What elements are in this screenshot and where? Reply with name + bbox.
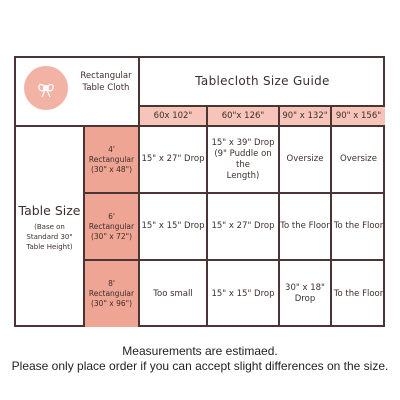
cell-text: 15" x 27" Drop [141,154,205,164]
cell-text: 15" x 27" Drop [211,221,275,231]
table-cell [140,127,206,192]
grid-line [330,107,332,325]
corner-label-line1: Rectangular [80,71,132,81]
grid-line [83,259,383,261]
row-header-sub2: Standard 30" [26,232,73,241]
row-header-title: Table Size [18,202,81,218]
table-cell [332,194,385,259]
table-cell [332,127,385,192]
cell-text: To the Floor [333,221,384,231]
table-cell [280,194,330,259]
cell-text: 15" x 39" Drop [211,137,275,148]
table-cell [280,261,330,327]
column-header-label: 90" x 156" [335,110,382,121]
column-header-label: 60x 102" [153,110,193,121]
grid-line [278,107,280,325]
corner-label-line2: Table Cloth [82,83,130,93]
table-cell [140,261,206,327]
cell-text: 30" x 18" [285,283,325,293]
cell-text: (9" Puddle on the [214,148,272,170]
footer-note-line2: Please only place order if you can accept slight differences on the size. [11,359,389,373]
table-cell [208,194,278,259]
row-label [85,194,138,259]
brand-logo [24,66,68,110]
title-text: Tablecloth Size Guide [195,74,330,88]
cell-text: Length) [226,170,260,181]
page-title [140,58,385,105]
column-header [280,107,330,125]
grid-line [206,107,208,325]
table-cell [332,261,385,327]
row-label-name: 8' Rectangular [88,279,135,298]
cell-text: 15" x 15" Drop [141,221,205,231]
cell-text: Too small [153,288,193,299]
grid-line [83,192,383,194]
cell-text: To the Floor [333,288,384,299]
row-header-sub1: (Base on [34,222,65,231]
row-header-sub3: Table Height) [26,242,73,251]
cell-text: Oversize [286,154,324,164]
table-cell [208,127,278,192]
column-header [208,107,278,125]
row-label-dims: (30" x 72") [90,231,133,241]
size-guide-table [14,56,385,327]
row-header [16,127,83,327]
cell-text: Oversize [340,154,377,164]
row-label [85,127,138,192]
row-label-name: 6' Rectangular [88,211,135,231]
grid-line [138,105,383,107]
column-header [332,107,385,125]
grid-line [83,127,85,325]
column-header [140,107,206,125]
row-label-dims: (30" x 48") [90,164,133,174]
cell-text: To the Floor [280,221,330,231]
table-cell [140,194,206,259]
footer-note-line1: Measurements are estimaed. [122,344,278,358]
row-label [85,261,138,327]
row-label-dims: (30" x 96") [90,299,133,308]
cell-text: 15" x 15" Drop [211,288,275,299]
table-cell [280,127,330,192]
column-header-label: 60"x 126" [221,110,265,121]
grid-line [16,125,383,127]
bow-icon [35,77,57,99]
column-header-label: 90" x 132" [282,110,328,121]
row-label-name: 4' Rectangular [88,144,135,164]
corner-cell [16,58,138,105]
table-cell [208,261,278,327]
cell-text: Drop [294,294,316,304]
corner-label [74,70,138,94]
